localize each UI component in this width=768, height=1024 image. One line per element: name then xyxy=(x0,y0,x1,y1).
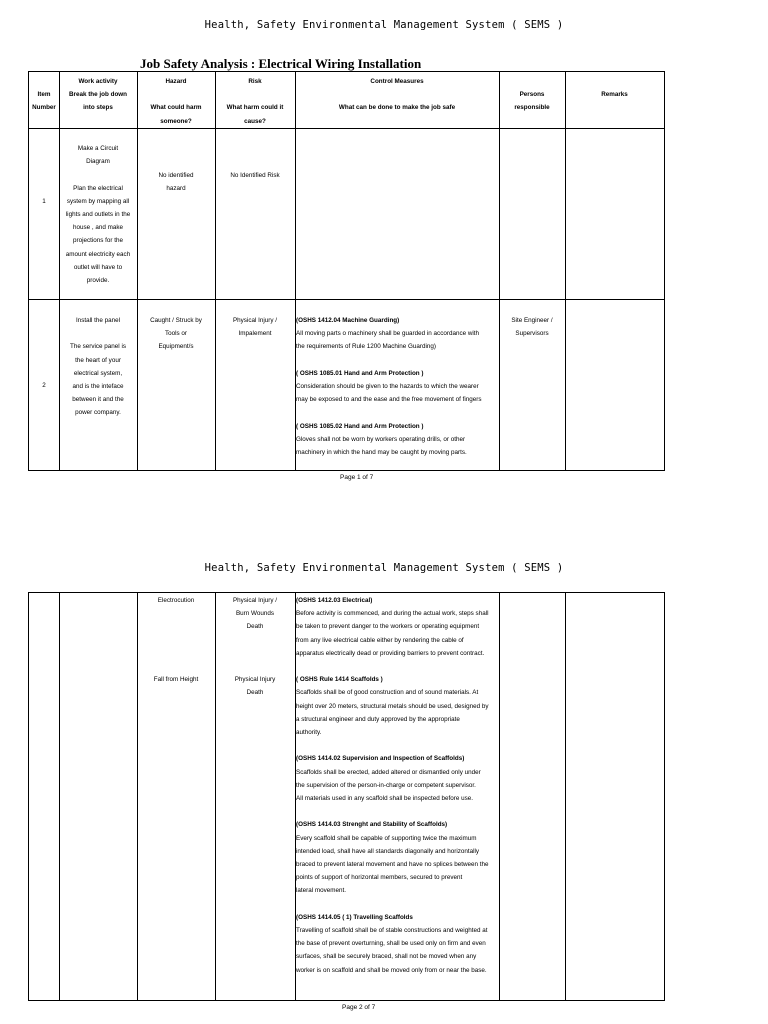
col-remarks-header: Remarks xyxy=(601,91,628,98)
page2-header: Health, Safety Environmental Management System ( SEMS ) xyxy=(204,562,564,574)
col-persons-header: Persons responsible xyxy=(514,91,550,112)
col-risk-header: Risk What harm could it cause? xyxy=(226,78,284,125)
row1-work: Make a Circuit Diagram Plan the electrical system by mapping all lights and outlets in the house , and make projections for the amount electricity each outlet will have to provide. xyxy=(65,145,131,285)
col-work-header: Work activity Break the job down into steps xyxy=(68,78,128,112)
p2-risk-fall: Physical Injury Death xyxy=(234,676,276,697)
jsa-table-page1 xyxy=(28,71,665,471)
row2-work: Install the panel The service panel is the heart of your electrical system, and is the inteface between it and the power company. xyxy=(70,317,126,417)
row1-number: 1 xyxy=(42,198,46,205)
col-hazard-header: Hazard What could harm someone? xyxy=(150,78,202,125)
row2-hazard: Caught / Struck by Tools or Equipment/s xyxy=(150,317,202,351)
page-header: Health, Safety Environmental Management System ( SEMS ) xyxy=(204,19,564,31)
jsa-table-page2 xyxy=(28,592,665,1001)
row1-hazard: No identified hazard xyxy=(158,172,194,193)
p2-risk-electrocution: Physical Injury / Burn Wounds Death xyxy=(232,597,278,631)
page1-footer: Page 1 of 7 xyxy=(340,474,374,481)
page2-footer: Page 2 of 7 xyxy=(342,1004,376,1011)
col-item-header: Item Number xyxy=(32,91,56,112)
p2-controls: (OSHS 1412.03 Electrical) Before activity is commenced, and during the actual work, steps shall be taken to prevent danger to the workers or operating equipment from any live electrical cable either by rendering the cable of apparatus electrically dead or providing barriers to prevent contract. ( OSHS Rule 1414 Scaffolds ) Scaffolds shall be of good construction and of sound materials. At height over 20 meters, structural metals should be used, designed by a structural engineer and duty approved by the appropriate authority. (OSHS 1414.02 Supervision and Inspection of Scaffolds) Scaffolds shall be erected, added altered or dismantled only under the supervision of the person-in-charge or competent supervisor. All materials used in any scaffold shall be inspected before use. (OSHS 1414.03 Strenght and Stability of Scaffolds) Every scaffold shall be capable of supporting twice the maximum intended load, shall have all standards diagonally and horizontally braced to prevent lateral movement and have no splices between the points of support of horizontal members, secured to prevent lateral movement. (OSHS 1414.05 ( 1) Travelling Scaffolds Travelling of scaffold shall be of stable constructions and weighted at the base of prevent overturning, shall be used only on firm and even surfaces, shall be securely braced, shall not be moved when any worker is on scaffold and shall be moved only from or near the base. xyxy=(296,597,489,974)
p2-hazard-fall: Fall from Height xyxy=(153,676,199,683)
row2-controls: (OSHS 1412.04 Machine Guarding) All moving parts o machinery shall be guarded in accordance with the requirements of Rule 1200 Machine Guarding) ( OSHS 1085.01 Hand and Arm Protection ) Consideration should be given to the hazards to which the wearer may be exposed to and the ease and the free movement of fingers ( OSHS 1085.02 Hand and Arm Protection ) Gloves shall not be worn by workers operating drills, or other machinery in which the hand may be caught by moving parts. xyxy=(296,317,482,456)
row1-risk: No Identified Risk xyxy=(230,172,280,179)
p2-hazard-electrocution: Electrocution xyxy=(157,597,195,604)
row2-number: 2 xyxy=(42,382,46,389)
col-control-header: Control Measures What can be done to make the job safe xyxy=(338,78,456,112)
document-title: Job Safety Analysis : Electrical Wiring Installation xyxy=(140,56,422,71)
row2-persons: Site Engineer / Supervisors xyxy=(511,317,553,338)
row2-risk: Physical Injury / Impalement xyxy=(232,317,278,338)
